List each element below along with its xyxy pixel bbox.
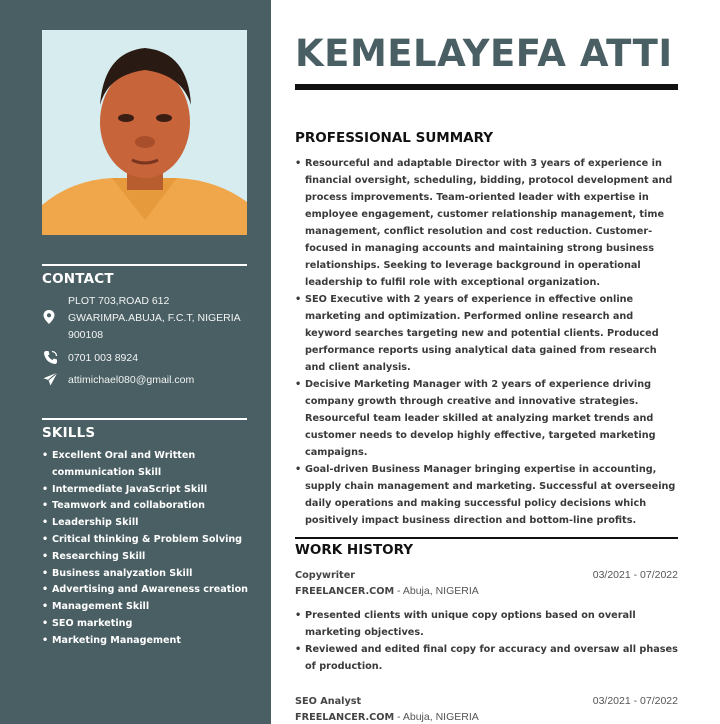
job-entry [295,568,678,675]
skill-item: • Intermediate JavaScript Skill [42,482,257,499]
address-line-3: 900108 [68,329,104,341]
contact-email [42,372,252,389]
location-pin-icon [42,293,68,324]
candidate-name: KEMELAYEFA ATTI [295,32,673,75]
job-location: - Abuja, NIGERIA [394,711,479,723]
summary-item: • SEO Executive with 2 years of experience in effective online marketing and optimization. Performed online research and keyword searches targeting new and potential clients. Produced performance reports using analytical data gained from research and client analysis. [295,291,678,376]
skill-item: • Marketing Management [42,633,257,650]
skills-heading: SKILLS [42,418,247,441]
job-dates: 03/2021 - 07/2022 [592,695,678,707]
send-icon [42,372,68,386]
job-bullet: • Reviewed and edited final copy for accuracy and oversaw all phases of production. [295,641,678,675]
skill-item: • Excellent Oral and Written communication Skill [42,448,257,482]
work-history-divider [295,537,678,539]
sidebar [0,0,271,724]
skill-item: • Researching Skill [42,549,257,566]
job-company-line [295,709,678,724]
job-entry [295,694,678,724]
skill-item: • Business analyzation Skill [42,566,257,583]
summary-item: • Decisive Marketing Manager with 2 years of experience driving company growth through creative and innovative strategies. Resourceful team leader skilled at analyzing market trends and customer needs to develop highly effective, targeted marketing campaigns. [295,376,678,461]
profile-photo [42,30,247,235]
job-company-line [295,583,678,600]
job-bullet: • Presented clients with unique copy options based on overall marketing objectives. [295,607,678,641]
summary-item: • Resourceful and adaptable Director with 3 years of experience in financial oversight, scheduling, bidding, protocol development and process improvements. Team-oriented leader with expertise in employee engagement, customer relationship management, time management, conflict resolution and cost reduction. Customer-focused in managing accounts and maintaining strong business relationships. Seeking to leverage background in operational leadership to fulfil role with exceptional organization. [295,155,678,291]
email-address: attimichael080@gmail.com [68,374,195,386]
job-role: Copywriter [295,570,356,581]
skill-item: • Management Skill [42,599,257,616]
job-dates: 03/2021 - 07/2022 [592,569,678,581]
contact-phone [42,350,252,367]
phone-icon [42,350,68,365]
address-line-2: GWARIMPA.ABUJA, F.C.T, NIGERIA [68,312,241,324]
work-history-heading: WORK HISTORY [295,542,414,558]
job-company: FREELANCER.COM [295,586,395,597]
name-divider [295,84,678,90]
summary-item: • Goal-driven Business Manager bringing expertise in accounting, supply chain management and marketing. Successful at overseeing daily operations and making successful policy decisions which positively impact business direction and bottom-line profits. [295,461,678,529]
skill-item: • Critical thinking & Problem Solving [42,532,257,549]
summary-heading: PROFESSIONAL SUMMARY [295,130,494,146]
contact-heading: CONTACT [42,264,247,287]
summary-list [295,155,678,529]
job-location: - Abuja, NIGERIA [394,585,479,597]
contact-address [42,293,252,344]
job-company: FREELANCER.COM [295,712,395,723]
skill-item: • SEO marketing [42,616,257,633]
phone-number: 0701 003 8924 [68,352,139,364]
skills-list [42,448,257,650]
skill-item: • Teamwork and collaboration [42,498,257,515]
job-role: SEO Analyst [295,696,362,707]
skill-item: • Advertising and Awareness creation [42,582,257,599]
skill-item: • Leadership Skill [42,515,257,532]
address-line-1: PLOT 703,ROAD 612 [68,295,170,307]
job-bullets [295,607,678,675]
